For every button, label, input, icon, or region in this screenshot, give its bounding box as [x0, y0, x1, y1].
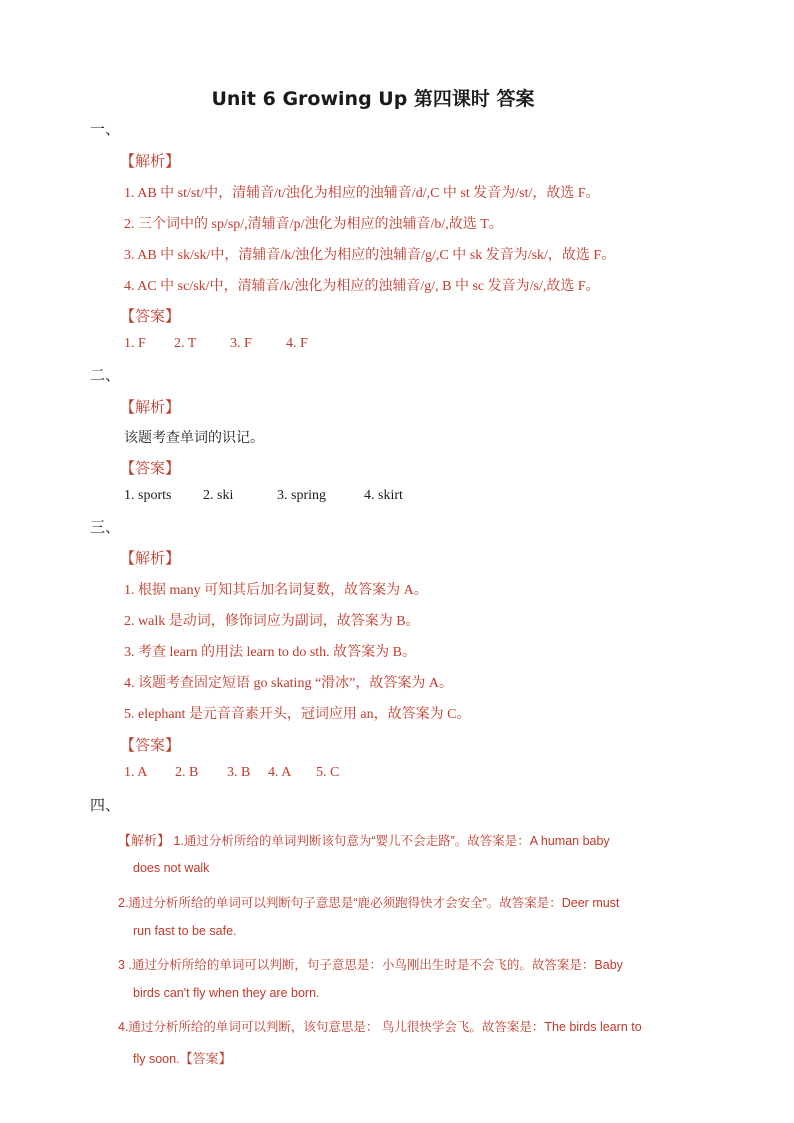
section-1-answer-heading: 【答案】	[120, 307, 181, 325]
section-2-number: 二、	[90, 366, 121, 384]
section-4-analysis-line	[133, 1048, 232, 1067]
section-2-analysis-line: 该题考查单词的识记。	[124, 431, 264, 446]
answer-item: 4. skirt	[364, 488, 403, 503]
section-3-analysis-line: 2. walk 是动词，修饰词应为副词，故答案为 B。	[124, 614, 420, 629]
answer-item: 3. B	[227, 765, 251, 780]
section-4-number: 四、	[90, 796, 121, 814]
section-2-answers	[124, 488, 403, 504]
answer-item: 1. sports	[124, 488, 172, 503]
section-4-analysis-line: does not walk	[133, 861, 210, 875]
answer-item: 5. C	[316, 765, 340, 780]
section-2-answer-heading: 【答案】	[120, 459, 181, 477]
page-title: Unit 6 Growing Up 第四课时 答案	[211, 88, 535, 110]
section-1-analysis-line: 1. AB 中 st/st/中，清辅音/t/浊化为相应的浊辅音/d/,C 中 st 发音为/st/，故选 F。	[124, 186, 600, 201]
section-3-number: 三、	[90, 518, 121, 536]
section-4-analysis-line	[118, 830, 610, 849]
section-3-analysis-line: 4. 该题考查固定短语 go skating “滑冰”，故答案为 A。	[124, 676, 453, 691]
section-2-analysis-heading: 【解析】	[120, 398, 181, 416]
section-1-analysis-line: 4. AC 中 sc/sk/中，清辅音/k/浊化为相应的浊辅音/g/, B 中 sc 发音为/s/,故选 F。	[124, 279, 600, 294]
section-4-analysis-line: 2.通过分析所给的单词可以判断句子意思是“鹿必须跑得快才会安全”。故答案是：Deer must	[118, 896, 620, 910]
answer-item: 3. F	[230, 336, 252, 351]
section-4-analysis-line: run fast to be safe.	[133, 924, 237, 938]
analysis-text: fly soon.	[133, 1052, 180, 1066]
section-4-analysis-line: birds can't fly when they are born.	[133, 986, 320, 1000]
section-3-analysis-line: 3. 考查 learn 的用法 learn to do sth. 故答案为 B。	[124, 645, 417, 660]
section-3-answer-heading: 【答案】	[120, 736, 181, 754]
answer-item: 2. ski	[203, 488, 234, 503]
answer-item: 2. T	[174, 336, 197, 351]
section-3-answers	[124, 765, 339, 781]
analysis-text: 1.通过分析所给的单词判断该句意为“婴儿不会走路”。故答案是：A human baby	[173, 834, 610, 848]
answer-item: 4. F	[286, 336, 308, 351]
answer-item: 4. A	[268, 765, 292, 780]
section-1-number: 一、	[90, 120, 121, 138]
section-1-analysis-heading: 【解析】	[120, 152, 181, 170]
answer-item: 1. A	[124, 765, 148, 780]
answer-item: 3. spring	[277, 488, 326, 503]
section-3-analysis-line: 1. 根据 many 可知其后加名词复数，故答案为 A。	[124, 583, 428, 598]
section-1-answers	[124, 336, 308, 352]
answer-item: 1. F	[124, 336, 146, 351]
section-4-analysis-line: 4.通过分析所给的单词可以判断，该句意思是： 鸟儿很快学会飞。故答案是：The birds learn to	[118, 1020, 642, 1034]
section-4-answer-heading: 【答案】	[179, 1052, 232, 1067]
answer-item: 2. B	[175, 765, 199, 780]
section-4-analysis-heading: 【解析】	[118, 834, 171, 849]
section-3-analysis-heading: 【解析】	[120, 549, 181, 567]
section-3-analysis-line: 5. elephant 是元音音素开头，冠词应用 an，故答案为 C。	[124, 707, 471, 722]
section-4-analysis-line: 3 .通过分析所给的单词可以判断，句子意思是：小鸟刚出生时是不会飞的。故答案是：Baby	[118, 958, 623, 972]
section-1-analysis-line: 3. AB 中 sk/sk/中，清辅音/k/浊化为相应的浊辅音/g/,C 中 sk 发音为/sk/，故选 F。	[124, 248, 616, 263]
section-1-analysis-line: 2. 三个词中的 sp/sp/,清辅音/p/浊化为相应的浊辅音/b/,故选 T。	[124, 217, 503, 232]
